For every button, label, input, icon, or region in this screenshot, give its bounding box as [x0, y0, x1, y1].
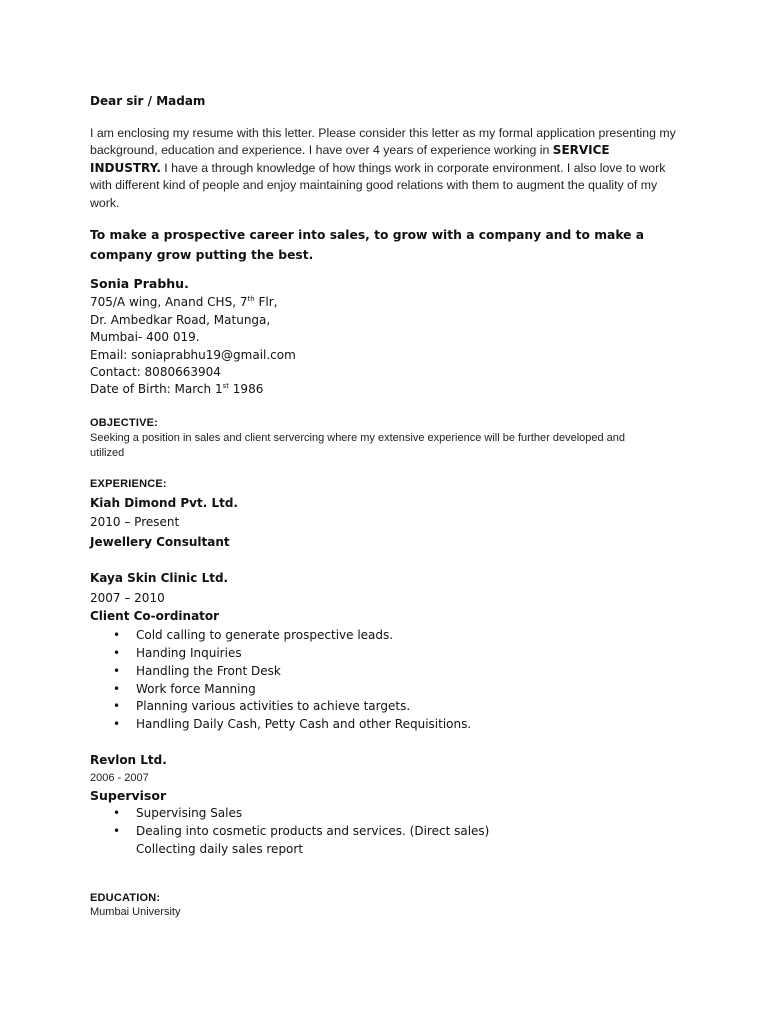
job2-bullet-3: Handling the Front Desk — [136, 664, 281, 678]
job1-company: Kiah Dimond Pvt. Ltd. — [90, 496, 238, 510]
job1-years: 2010 – Present — [90, 515, 180, 529]
experience-heading: EXPERIENCE: — [90, 478, 167, 490]
bullet-icon: • — [113, 699, 121, 713]
dob-line — [90, 382, 263, 396]
address-line-2: Dr. Ambedkar Road, Matunga, — [90, 313, 271, 327]
greeting: Dear sir / Madam — [90, 94, 206, 108]
dob-text-b: 1986 — [228, 382, 264, 396]
job3-extra-line: Collecting daily sales report — [136, 842, 304, 856]
job2-years: 2007 – 2010 — [90, 591, 165, 605]
dob-sup: st — [222, 382, 229, 390]
bullet-icon: • — [113, 824, 121, 838]
job3-bullet-1: Supervising Sales — [136, 806, 243, 820]
objective-line-2: utilized — [90, 447, 125, 459]
address-line-1 — [90, 295, 277, 309]
email-line: Email: soniaprabhu19@gmail.com — [90, 348, 296, 362]
addr1-text: 705/A wing, Anand CHS, 7 — [90, 295, 248, 309]
intro-text-2: I have a through knowledge of how things work in corporate environment. I also love to work with different kind of people and enjoy maintaining good relations with them to augment the quality of my work. — [90, 160, 666, 210]
bullet-icon: • — [113, 646, 121, 660]
bullet-icon: • — [113, 717, 121, 731]
education-heading: EDUCATION: — [90, 892, 161, 904]
phone-line: Contact: 8080663904 — [90, 365, 221, 379]
bullet-icon: • — [113, 682, 121, 696]
job3-years: 2006 - 2007 — [90, 772, 149, 784]
education-line-1: Mumbai University — [90, 906, 181, 918]
objective-line-1: Seeking a position in sales and client servercing where my extensive experience will be further developed and — [90, 432, 626, 444]
job2-bullet-6: Handling Daily Cash, Petty Cash and other Requisitions. — [136, 717, 472, 731]
applicant-name: Sonia Prabhu. — [90, 276, 189, 291]
dob-text: Date of Birth: March 1 — [90, 382, 223, 396]
job3-company: Revlon Ltd. — [90, 753, 167, 767]
intro-bold: SERVICE INDUSTRY. — [90, 143, 610, 175]
objective-heading: OBJECTIVE: — [90, 417, 159, 429]
job2-bullet-2: Handing Inquiries — [136, 646, 242, 660]
job2-company: Kaya Skin Clinic Ltd. — [90, 571, 229, 585]
addr1-text-b: Flr, — [254, 295, 278, 309]
bullet-icon: • — [113, 664, 121, 678]
bullet-icon: • — [113, 806, 121, 820]
intro-paragraph — [90, 125, 680, 212]
intro-text-1: I am enclosing my resume with this letter. Please consider this letter as my formal application presenting my background, education and experience. I have over 4 years of experience working in — [90, 126, 676, 158]
job2-bullet-4: Work force Manning — [136, 682, 256, 696]
job2-bullet-5: Planning various activities to achieve targets. — [136, 699, 411, 713]
bullet-icon: • — [113, 628, 121, 642]
career-tagline: To make a prospective career into sales, to grow with a company and to make a company grow putting the best. — [90, 228, 645, 262]
job2-bullet-1: Cold calling to generate prospective leads. — [136, 628, 394, 642]
job2-role: Client Co-ordinator — [90, 609, 220, 623]
address-line-3: Mumbai- 400 019. — [90, 330, 200, 344]
addr1-sup: th — [247, 295, 255, 303]
job3-bullet-2: Dealing into cosmetic products and services. (Direct sales) — [136, 824, 490, 838]
job3-role: Supervisor — [90, 788, 167, 803]
job1-role: Jewellery Consultant — [90, 535, 230, 549]
